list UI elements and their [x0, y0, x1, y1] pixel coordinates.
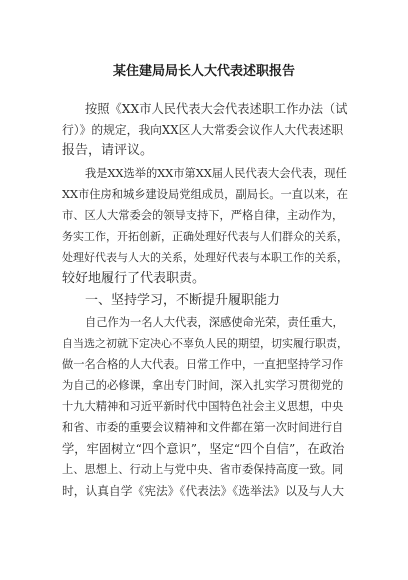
paragraph-line: 上、思想上、行动上与党中央、省市委保持高度一致。同 — [62, 463, 344, 476]
section-heading: 一、坚持学习，不断提升履职能力 — [85, 293, 281, 308]
paragraph-line: 务实工作，开拓创新，正确处理好代表与人们群众的关系， — [62, 230, 348, 243]
paragraph-line: 处理好代表与人大的关系，处理好代表与本职工作的关系， — [62, 251, 348, 264]
paragraph-line: 时，认真自学《宪法》《代表法》《选举法》以及与人大 — [62, 484, 344, 498]
paragraph-line: 市、区人大常委会的领导支持下，严格自律，主动作为， — [62, 209, 344, 222]
paragraph-line: 我是XX选举的XX市第XX届人民代表大会代表，现任 — [85, 167, 347, 180]
paragraph-line: 为自己的必修课，拿出专门时间，深入扎实学习贯彻党的 — [62, 379, 344, 392]
paragraph-line: 报告，请评议。 — [62, 143, 154, 158]
paragraph-line: 做一名合格的人大代表。日常工作中，一直把坚持学习作 — [62, 358, 344, 371]
paragraph-line: 较好地履行了代表职责。 — [62, 271, 206, 286]
paragraph-line: 自己作为一名人大代表，深感使命光荣，责任重大， — [85, 316, 344, 329]
paragraph-line: 和省、市委的重要会议精神和文件都在第一次时间进行自 — [62, 421, 344, 434]
paragraph-line: XX市住房和城乡建设局党组成员，副局长。一直以来，在 — [62, 188, 349, 201]
paragraph-line: 行）》的规定，我向XX区人大常委会议作人大代表述职 — [62, 123, 344, 137]
paragraph-line: 十九大精神和习近平新时代中国特色社会主义思想，中央 — [62, 400, 344, 413]
paragraph-line: 自当选之初就下定决心不辜负人民的期望，切实履行职责， — [62, 337, 348, 350]
document-title: 某住建局局长人大代表述职报告 — [112, 64, 295, 79]
paragraph-line: 按照《XX市人民代表大会代表述职工作办法（试 — [85, 102, 348, 116]
paragraph-line: 学，牢固树立“四个意识”，坚定“四个自信”，在政治 — [62, 442, 345, 456]
